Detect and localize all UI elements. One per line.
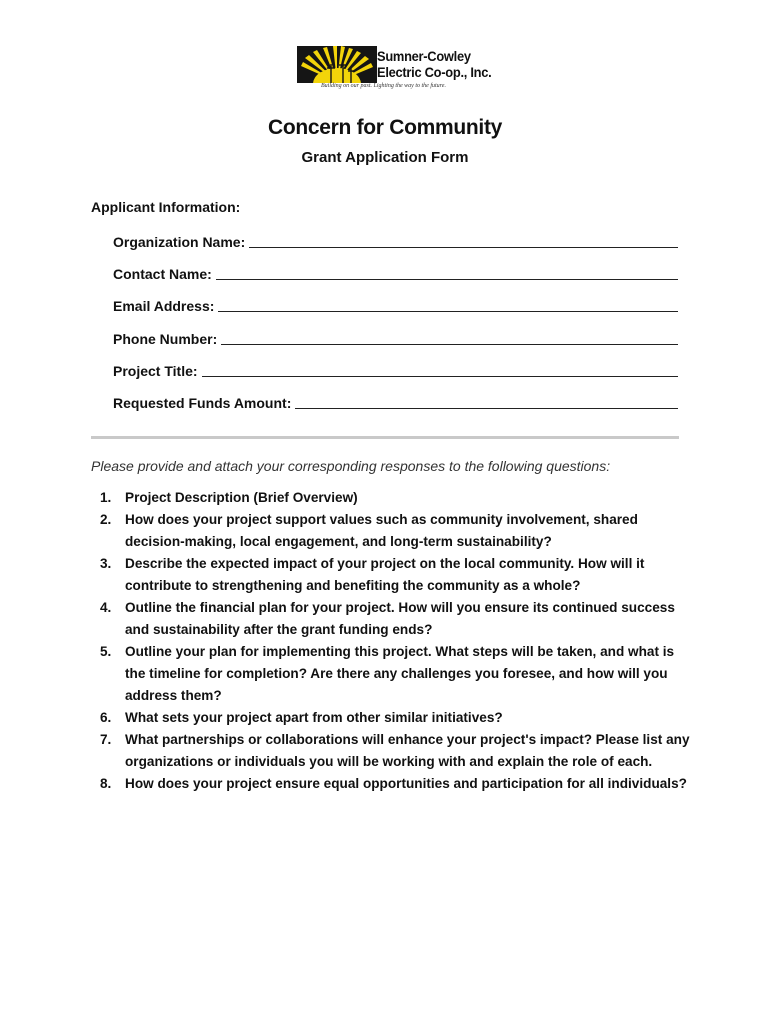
question-text: Outline the financial plan for your project. How will you ensure its continued success and sustainability after the grant funding ends? (125, 600, 675, 637)
field-blank-line[interactable] (295, 394, 678, 409)
question-number: 5. (100, 644, 112, 659)
list-item (91, 641, 691, 707)
question-text: How does your project ensure equal opportunities and participation for all individuals? (125, 776, 687, 791)
section-divider (91, 436, 679, 439)
field-blank-line[interactable] (249, 233, 678, 248)
field-label: Email Address: (113, 298, 215, 314)
field-label: Phone Number: (113, 331, 218, 347)
list-item (91, 729, 691, 773)
project-title-field[interactable] (113, 360, 678, 380)
question-text: What partnerships or collaborations will enhance your project's impact? Please list any organizations or individuals you will be working with and explain the role of each. (125, 732, 690, 769)
question-number: 4. (100, 600, 112, 615)
requested-funds-field[interactable] (113, 392, 678, 412)
question-number: 1. (100, 490, 112, 505)
field-blank-line[interactable] (221, 330, 678, 345)
field-blank-line[interactable] (216, 265, 678, 280)
list-item (91, 487, 691, 509)
question-text: Outline your plan for implementing this project. What steps will be taken, and what is the timeline for completion? Are there any challenges you foresee, and how will you address them? (125, 644, 675, 703)
applicant-section-label: Applicant Information: (91, 199, 241, 215)
question-number: 8. (100, 776, 112, 791)
question-text: What sets your project apart from other similar initiatives? (125, 710, 503, 725)
field-label: Organization Name: (113, 234, 246, 250)
email-address-field[interactable] (113, 295, 678, 315)
logo-name-line1: Sumner-Cowley (377, 48, 471, 64)
question-text: Project Description (Brief Overview) (125, 490, 358, 505)
question-number: 7. (100, 732, 112, 747)
page-title: Concern for Community (267, 116, 503, 139)
question-number: 3. (100, 556, 112, 571)
field-blank-line[interactable] (218, 297, 678, 312)
logo-name-line2: Electric Co-op., Inc. (377, 64, 492, 80)
question-text: Describe the expected impact of your project on the local community. How will it contribute to strengthening and benefiting the community as a whole? (125, 556, 645, 593)
question-number: 6. (100, 710, 112, 725)
phone-number-field[interactable] (113, 328, 678, 348)
list-item (91, 707, 691, 729)
field-label: Project Title: (113, 363, 198, 379)
list-item (91, 509, 691, 553)
field-blank-line[interactable] (202, 362, 678, 377)
question-number: 2. (100, 512, 112, 527)
logo-tagline: Building on our past. Lighting the way to the future. (321, 83, 446, 89)
page-subtitle: Grant Application Form (301, 149, 469, 166)
field-label: Requested Funds Amount: (113, 395, 292, 411)
sun-emblem-icon (297, 46, 377, 83)
question-text: How does your project support values such as community involvement, shared decision-making, local engagement, and long-term sustainability? (125, 512, 638, 549)
contact-name-field[interactable] (113, 263, 678, 283)
list-item (91, 597, 691, 641)
questions-list (91, 487, 691, 795)
organization-name-field[interactable] (113, 231, 678, 251)
instructions-text: Please provide and attach your corresponding responses to the following questions: (91, 458, 611, 474)
field-label: Contact Name: (113, 266, 212, 282)
list-item (91, 773, 691, 795)
logo-wordmark (377, 48, 491, 80)
sumner-cowley-logo (297, 46, 492, 94)
list-item (91, 553, 691, 597)
